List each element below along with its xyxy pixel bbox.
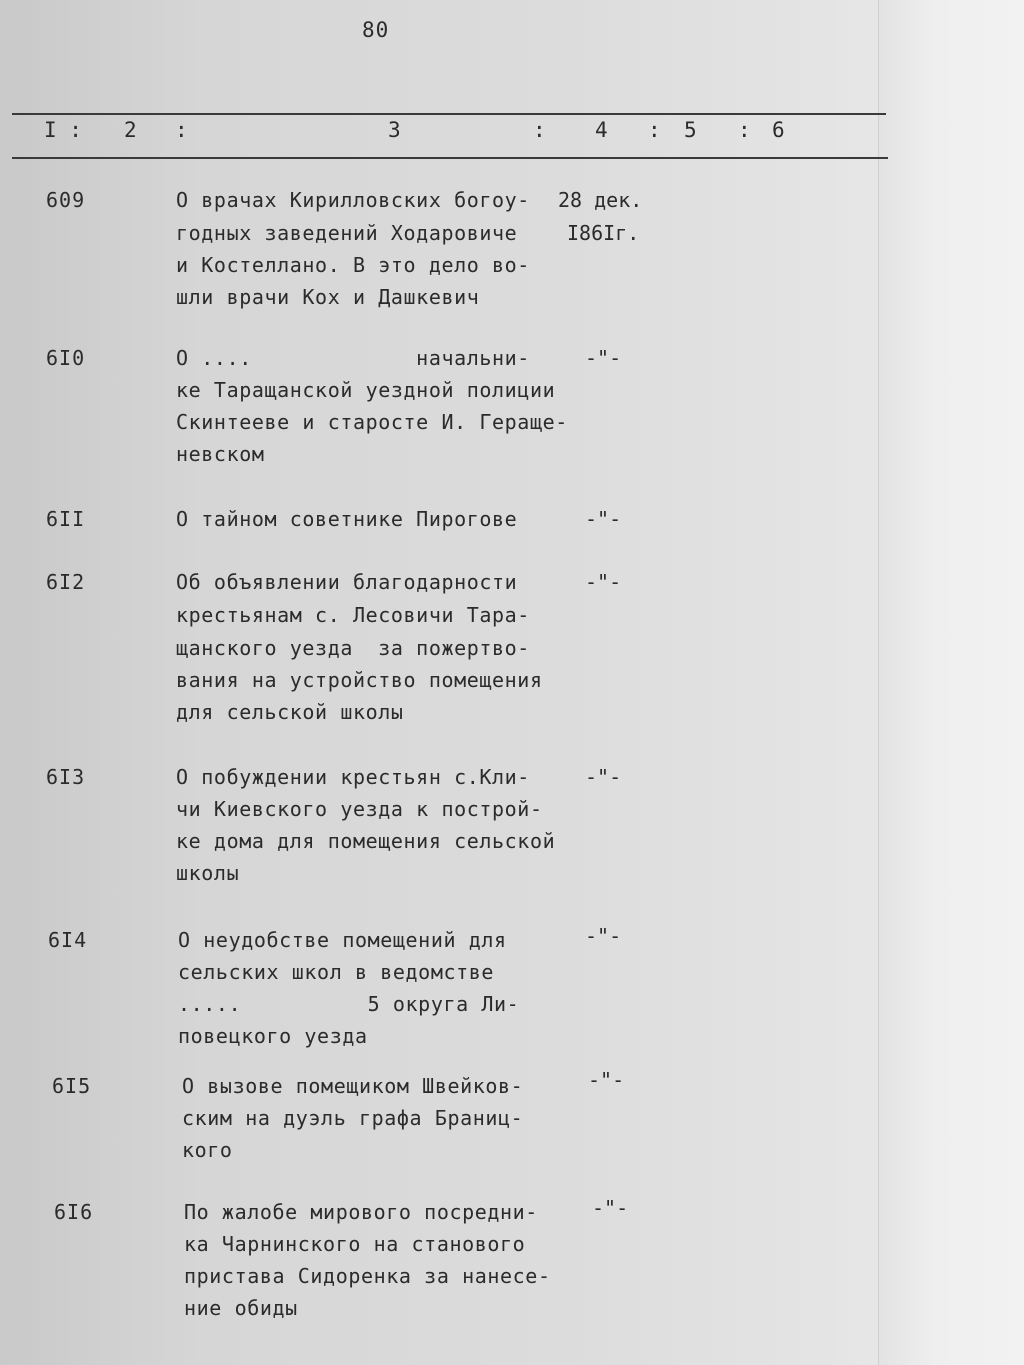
entry-text-line: шли врачи Кох и Дашкевич bbox=[176, 285, 480, 309]
entry-text-line: ние обиды bbox=[184, 1296, 298, 1320]
entry-date: I86Iг. bbox=[567, 221, 640, 245]
entry-text-line: школы bbox=[176, 861, 240, 885]
column-separator: : bbox=[533, 118, 546, 142]
entry-text-line: для сельской школы bbox=[176, 700, 404, 724]
entry-number: 6I4 bbox=[48, 928, 88, 952]
header-rule-top bbox=[12, 113, 886, 115]
entry-text-line: Скинтееве и старосте И. Геращe- bbox=[176, 410, 568, 434]
entry-date: 28 дек. bbox=[558, 188, 643, 212]
entry-number: 6I3 bbox=[46, 765, 86, 789]
column-separator: : bbox=[175, 118, 188, 142]
column-header-4: 4 bbox=[595, 118, 608, 142]
entry-date: -"- bbox=[585, 570, 622, 594]
column-separator: : bbox=[738, 118, 751, 142]
column-header-3: 3 bbox=[388, 118, 401, 142]
entry-date: -"- bbox=[585, 346, 622, 370]
entry-text-line: крестьянам с. Лесовичи Тара- bbox=[176, 603, 530, 627]
header-rule-bottom bbox=[12, 157, 888, 159]
entry-text-line: невском bbox=[176, 442, 265, 466]
entry-date: -"- bbox=[585, 507, 622, 531]
entry-number: 6II bbox=[46, 507, 86, 531]
entry-text-line: сельских школ в ведомстве bbox=[178, 960, 495, 984]
entry-number: 6I5 bbox=[52, 1074, 92, 1098]
entry-text-line: ..... 5 округа Ли- bbox=[178, 992, 520, 1016]
entry-number: 6I6 bbox=[54, 1200, 94, 1224]
entry-number: 609 bbox=[46, 188, 86, 212]
entry-date: -"- bbox=[585, 765, 622, 789]
entry-text-line: годных заведений Ходаровиче bbox=[176, 221, 518, 245]
entry-text-line: О неудобстве помещений для bbox=[178, 928, 507, 952]
entry-text-line: щанского уезда за пожертво- bbox=[176, 636, 530, 660]
entry-date: -"- bbox=[592, 1196, 629, 1220]
entry-text-line: ка Чарнинского на станового bbox=[184, 1232, 526, 1256]
page-number: 80 bbox=[362, 18, 390, 42]
entry-text-line: Об объявлении благодарности bbox=[176, 570, 518, 594]
entry-date: -"- bbox=[585, 924, 622, 948]
entry-text-line: О .... начальни- bbox=[176, 346, 530, 370]
entry-text-line: и Костеллано. В это дело во- bbox=[176, 253, 530, 277]
entry-text-line: ке дома для помещения сельской bbox=[176, 829, 556, 853]
entry-text-line: кого bbox=[182, 1138, 233, 1162]
entry-text-line: О вызове помещиком Швейков- bbox=[182, 1074, 524, 1098]
column-separator: : bbox=[648, 118, 661, 142]
entry-text-line: По жалобе мирового посредни- bbox=[184, 1200, 538, 1224]
entry-text-line: О врачах Кирилловских богоу- bbox=[176, 188, 530, 212]
entry-text-line: ским на дуэль графа Браниц- bbox=[182, 1106, 524, 1130]
column-header-5: 5 bbox=[684, 118, 697, 142]
entry-text-line: О побуждении крестьян с.Кли- bbox=[176, 765, 530, 789]
entry-date: -"- bbox=[588, 1068, 625, 1092]
entry-text-line: чи Киевского уезда к построй- bbox=[176, 797, 543, 821]
entry-text-line: повецкого уезда bbox=[178, 1024, 368, 1048]
entry-text-line: ке Таращанской уездной полиции bbox=[176, 378, 556, 402]
paper-edge bbox=[878, 0, 1024, 1365]
entry-text-line: вания на устройство помещения bbox=[176, 668, 543, 692]
column-header-1: I : bbox=[44, 118, 82, 142]
entry-number: 6I0 bbox=[46, 346, 86, 370]
entry-text-line: пристава Сидоренка за нанесе- bbox=[184, 1264, 551, 1288]
column-header-6: 6 bbox=[772, 118, 785, 142]
column-header-2: 2 bbox=[124, 118, 137, 142]
entry-number: 6I2 bbox=[46, 570, 86, 594]
entry-text-line: О тайном советнике Пирогове bbox=[176, 507, 518, 531]
